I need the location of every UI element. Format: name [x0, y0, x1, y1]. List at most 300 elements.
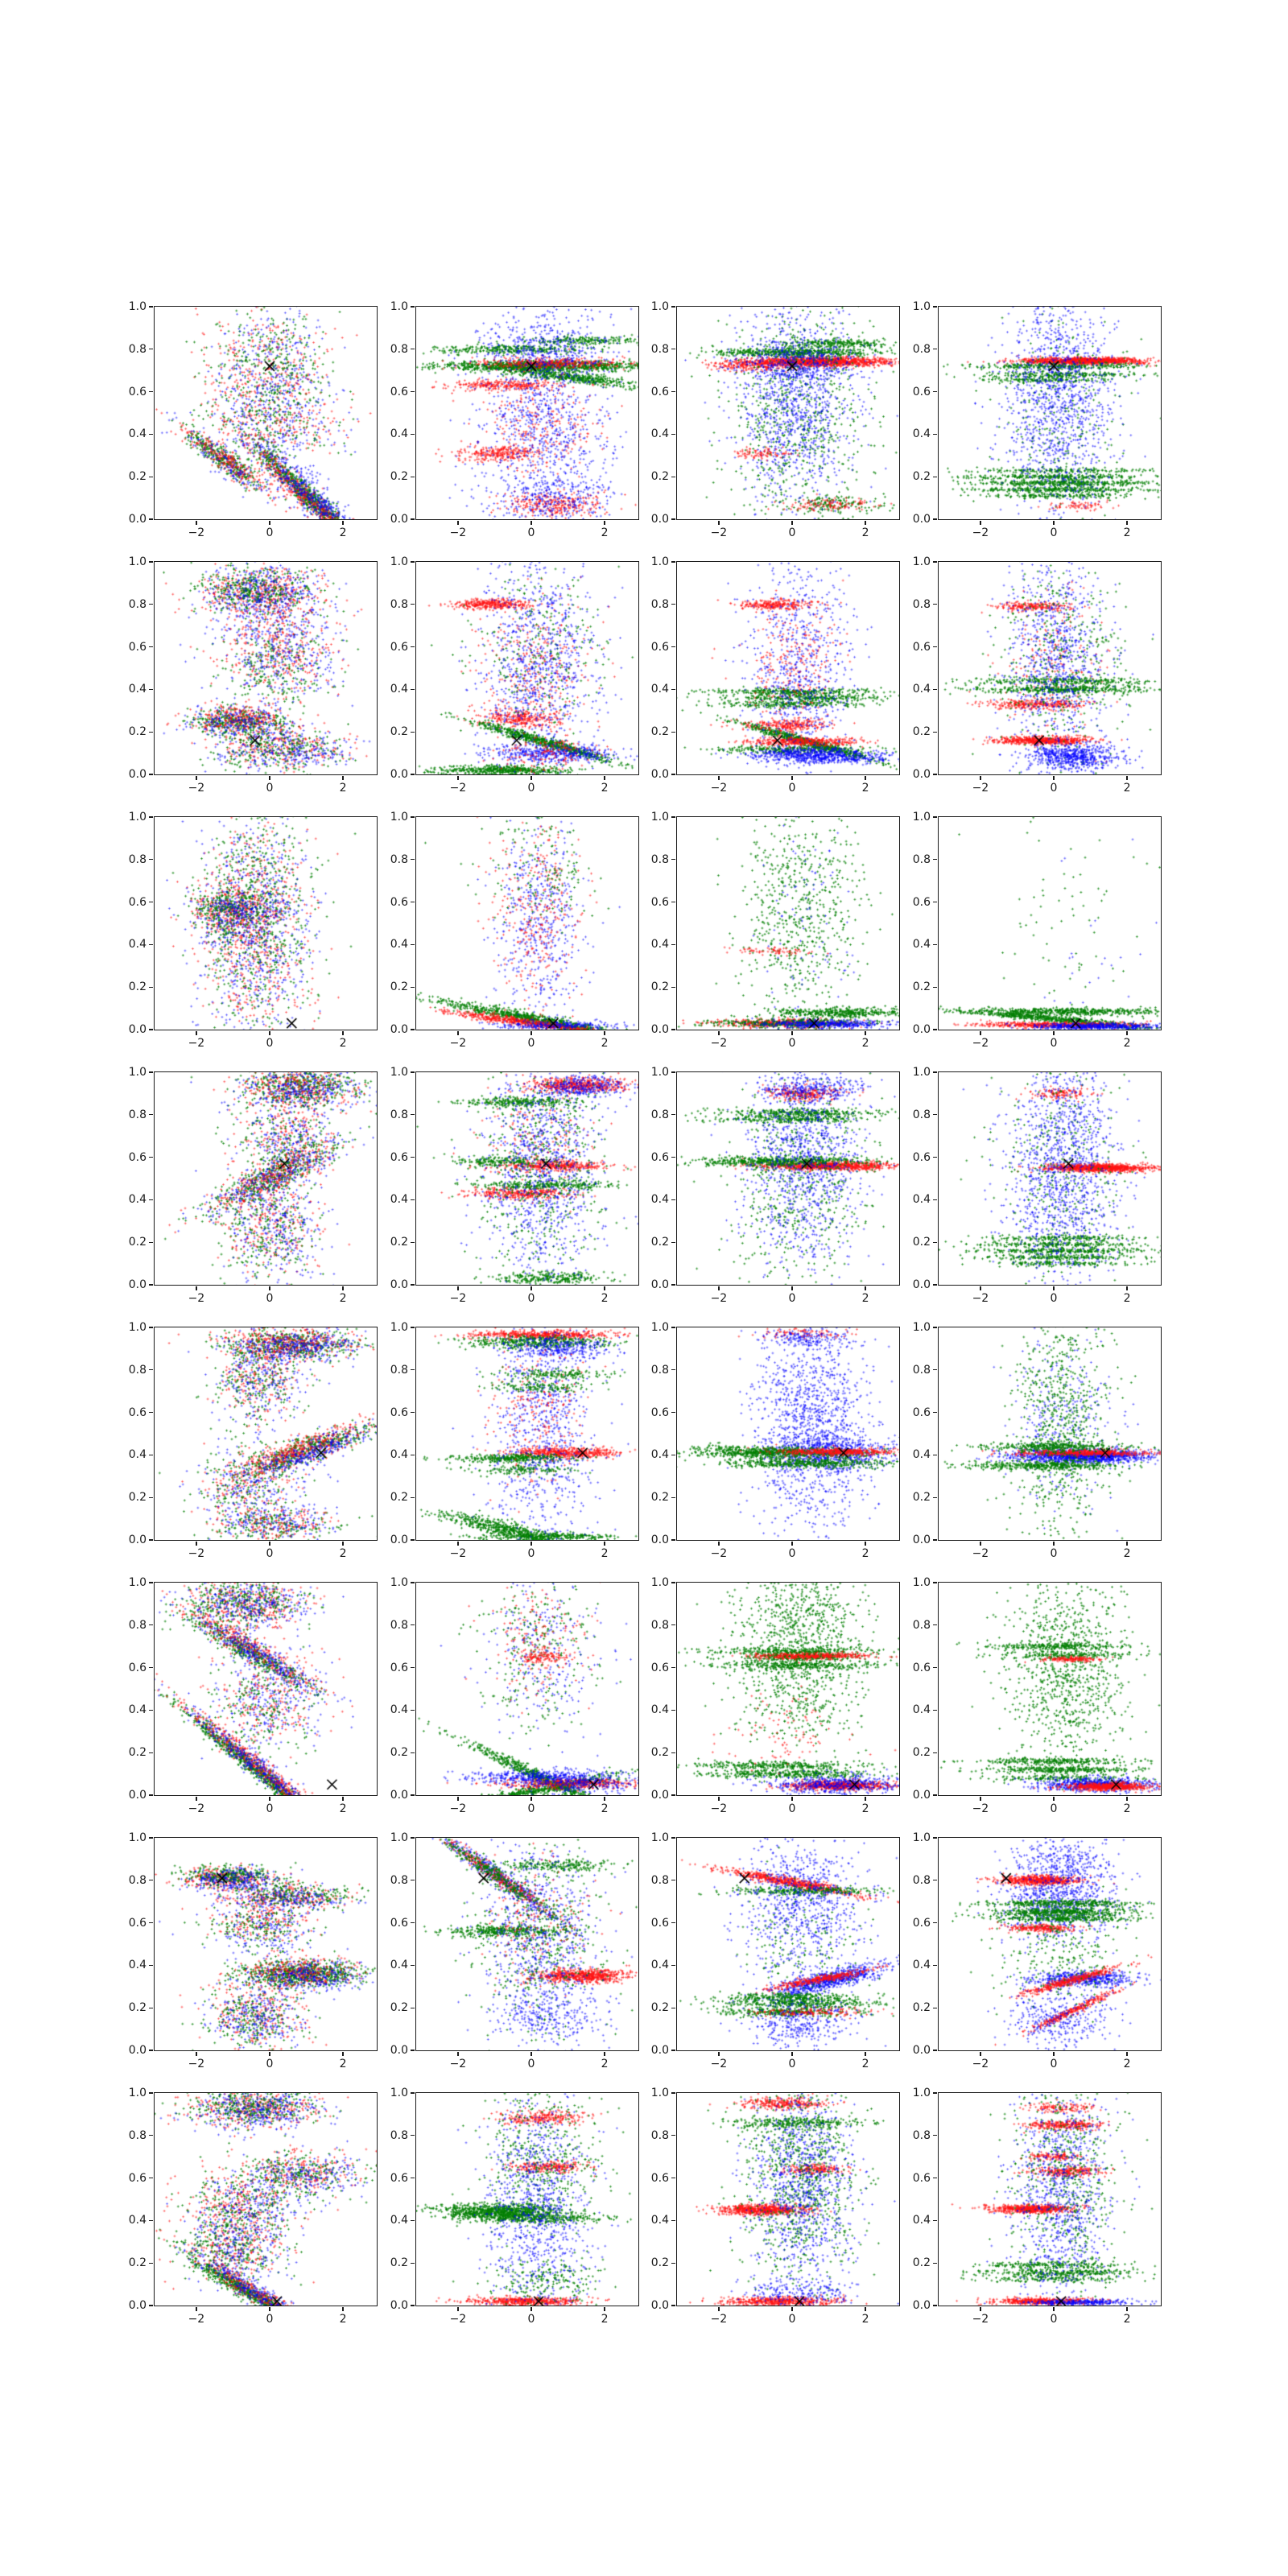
y-tick-label: 0.2 [128, 2001, 147, 2015]
y-tick-label: 0.0 [128, 1789, 147, 1802]
y-tick-label: 1.0 [650, 555, 669, 568]
y-tick-label: 0.0 [650, 2299, 669, 2312]
scatter-canvas [939, 307, 1161, 519]
scatter-canvas [155, 817, 377, 1030]
x-tick-label: 0 [1050, 782, 1058, 795]
y-tick-label: 0.0 [650, 513, 669, 526]
y-tick-mark [149, 1369, 153, 1370]
y-tick-label: 0.2 [912, 470, 931, 484]
x-tick-mark [530, 2052, 531, 2056]
y-tick-label: 0.8 [912, 1363, 931, 1377]
y-tick-label: 0.0 [912, 1534, 931, 1546]
y-tick-mark [411, 2220, 415, 2221]
x-tick-mark [791, 776, 792, 780]
y-tick-mark [671, 1837, 675, 1838]
y-tick-label: 0.6 [650, 2171, 669, 2185]
y-tick-label: 0.4 [650, 2214, 669, 2227]
y-tick-label: 0.6 [128, 1150, 147, 1164]
subplot-r4c4 [912, 1066, 1162, 1305]
y-tick-mark [411, 1199, 415, 1200]
x-tick-label: 0 [266, 1547, 274, 1560]
subplot-r6c2 [390, 1576, 639, 1815]
x-tick-mark [269, 2052, 270, 2056]
y-tick-mark [933, 1794, 937, 1795]
x-tick-label: −2 [710, 2313, 728, 2326]
y-tick-label: 0.4 [128, 1959, 147, 1972]
x-tick-label: 0 [527, 2313, 535, 2326]
subplot-r5c4 [912, 1321, 1162, 1560]
y-tick-label: 0.2 [650, 470, 669, 484]
y-tick-mark [149, 2305, 153, 2306]
subplot-r6c1 [128, 1576, 378, 1815]
y-tick-mark [933, 944, 937, 945]
y-tick-label: 1.0 [650, 1066, 669, 1079]
y-tick-label: 1.0 [650, 300, 669, 313]
y-tick-label: 1.0 [650, 1831, 669, 1844]
x-tick-mark [530, 1542, 531, 1546]
x-tick-mark [604, 776, 605, 780]
x-tick-label: 0 [527, 526, 535, 539]
y-tick-label: 0.4 [650, 1193, 669, 1207]
y-tick-mark [149, 434, 153, 435]
y-tick-mark [933, 1369, 937, 1370]
scatter-canvas [677, 2093, 899, 2306]
y-tick-label: 0.6 [390, 1661, 408, 1674]
y-tick-label: 1.0 [390, 2087, 408, 2099]
x-tick-label: 0 [266, 526, 274, 539]
y-tick-label: 0.2 [912, 725, 931, 739]
x-tick-mark [269, 1031, 270, 1035]
y-tick-label: 0.0 [912, 2299, 931, 2312]
y-tick-mark [671, 689, 675, 690]
y-tick-mark [671, 561, 675, 562]
y-tick-mark [411, 1497, 415, 1498]
y-tick-label: 0.8 [128, 1108, 147, 1121]
y-tick-mark [671, 1284, 675, 1285]
y-tick-label: 0.4 [912, 1703, 931, 1717]
y-tick-mark [149, 1710, 153, 1711]
x-tick-mark [457, 1031, 458, 1035]
x-tick-label: 2 [1123, 2058, 1131, 2070]
y-tick-mark [411, 2305, 415, 2306]
y-tick-label: 0.2 [912, 1491, 931, 1505]
y-tick-label: 1.0 [128, 300, 147, 313]
x-tick-label: 2 [1123, 782, 1131, 795]
x-tick-label: −2 [972, 1037, 989, 1050]
x-tick-label: 2 [339, 782, 347, 795]
y-tick-label: 0.0 [390, 513, 408, 526]
x-tick-mark [530, 776, 531, 780]
y-tick-mark [149, 1497, 153, 1498]
x-tick-mark [604, 1797, 605, 1801]
y-tick-mark [411, 1922, 415, 1923]
x-tick-mark [342, 2307, 343, 2311]
y-tick-mark [671, 2092, 675, 2093]
subplot-r7c1 [128, 1831, 378, 2070]
y-tick-label: 0.6 [650, 640, 669, 654]
y-tick-mark [671, 1922, 675, 1923]
y-tick-label: 0.2 [912, 1236, 931, 1249]
y-tick-mark [149, 1071, 153, 1072]
y-tick-label: 1.0 [128, 1066, 147, 1079]
y-tick-mark [671, 2263, 675, 2264]
subplot-r6c3 [650, 1576, 900, 1815]
y-tick-label: 0.2 [650, 980, 669, 994]
x-tick-label: −2 [449, 1802, 467, 1815]
y-tick-label: 0.4 [128, 2214, 147, 2227]
y-tick-label: 1.0 [912, 1066, 931, 1079]
subplot-r1c3 [650, 300, 900, 539]
y-tick-label: 1.0 [128, 1321, 147, 1334]
x-tick-label: −2 [710, 2058, 728, 2070]
y-tick-label: 0.4 [912, 2214, 931, 2227]
y-tick-label: 0.0 [912, 513, 931, 526]
x-tick-label: 2 [1123, 2313, 1131, 2326]
y-tick-mark [149, 1412, 153, 1413]
y-tick-label: 0.2 [912, 2256, 931, 2270]
y-tick-label: 1.0 [912, 1321, 931, 1334]
y-tick-label: 0.6 [912, 1916, 931, 1930]
y-tick-mark [149, 859, 153, 860]
x-tick-label: 0 [788, 1292, 796, 1305]
y-tick-label: 0.6 [650, 1661, 669, 1674]
y-tick-label: 0.8 [128, 597, 147, 611]
x-tick-mark [791, 1031, 792, 1035]
y-tick-label: 0.0 [390, 1023, 408, 1036]
x-tick-mark [1053, 2052, 1054, 2056]
x-tick-mark [718, 1797, 719, 1801]
subplot-r7c3 [650, 1831, 900, 2070]
x-tick-mark [1126, 1031, 1127, 1035]
y-tick-label: 0.2 [128, 1236, 147, 1249]
x-tick-mark [791, 1542, 792, 1546]
y-tick-label: 0.4 [912, 938, 931, 952]
y-tick-mark [411, 518, 415, 519]
x-tick-label: 2 [861, 2058, 869, 2070]
y-tick-label: 0.0 [390, 768, 408, 781]
y-tick-label: 0.4 [390, 683, 408, 696]
x-tick-label: 0 [266, 1292, 274, 1305]
y-tick-label: 0.6 [128, 1916, 147, 1930]
y-tick-mark [411, 1710, 415, 1711]
y-tick-label: 0.0 [912, 768, 931, 781]
scatter-canvas [677, 307, 899, 519]
y-tick-label: 0.4 [390, 938, 408, 952]
y-tick-label: 0.0 [128, 2299, 147, 2312]
x-tick-label: −2 [188, 782, 205, 795]
x-tick-label: −2 [710, 1547, 728, 1560]
y-tick-mark [411, 434, 415, 435]
y-tick-mark [671, 2305, 675, 2306]
y-tick-label: 0.2 [128, 725, 147, 739]
y-tick-label: 0.8 [650, 1873, 669, 1887]
y-tick-label: 0.2 [390, 1491, 408, 1505]
y-tick-label: 1.0 [650, 1576, 669, 1589]
y-tick-mark [671, 306, 675, 307]
x-tick-mark [604, 1031, 605, 1035]
subplot-r7c4 [912, 1831, 1162, 2070]
x-tick-mark [791, 1286, 792, 1290]
subplot-r8c2 [390, 2087, 639, 2326]
y-tick-label: 0.6 [128, 2171, 147, 2185]
x-tick-mark [604, 2307, 605, 2311]
x-tick-label: 0 [527, 1802, 535, 1815]
scatter-canvas [677, 1327, 899, 1540]
y-tick-label: 0.0 [650, 768, 669, 781]
y-tick-mark [411, 859, 415, 860]
y-tick-mark [411, 2135, 415, 2136]
x-tick-label: 2 [601, 2058, 609, 2070]
scatter-canvas [677, 1072, 899, 1285]
x-tick-label: 0 [1050, 2058, 1058, 2070]
x-tick-label: −2 [188, 2058, 205, 2070]
y-tick-label: 0.2 [390, 725, 408, 739]
y-tick-label: 0.2 [390, 1746, 408, 1760]
y-tick-mark [411, 1582, 415, 1583]
y-tick-mark [671, 1497, 675, 1498]
x-tick-label: 0 [788, 2058, 796, 2070]
y-tick-label: 0.0 [390, 1789, 408, 1802]
y-tick-mark [933, 1199, 937, 1200]
y-tick-mark [149, 2263, 153, 2264]
y-tick-mark [671, 1114, 675, 1115]
y-tick-label: 0.8 [390, 1363, 408, 1377]
y-tick-mark [149, 1837, 153, 1838]
x-tick-mark [530, 1286, 531, 1290]
y-tick-mark [149, 1794, 153, 1795]
y-tick-mark [149, 604, 153, 605]
y-tick-label: 0.4 [650, 1448, 669, 1462]
scatter-canvas [939, 1072, 1161, 1285]
scatter-canvas [939, 2093, 1161, 2306]
y-tick-label: 0.0 [128, 513, 147, 526]
y-tick-label: 1.0 [912, 1831, 931, 1844]
y-tick-mark [149, 1922, 153, 1923]
x-tick-mark [718, 2307, 719, 2311]
x-tick-label: 2 [339, 1547, 347, 1560]
y-tick-mark [411, 561, 415, 562]
x-tick-label: −2 [188, 2313, 205, 2326]
x-tick-label: 2 [1123, 1037, 1131, 1050]
x-tick-label: 2 [339, 526, 347, 539]
subplot-r1c2 [390, 300, 639, 539]
y-tick-mark [933, 1667, 937, 1668]
scatter-canvas [416, 1072, 638, 1285]
x-tick-mark [269, 1286, 270, 1290]
x-tick-mark [1126, 2307, 1127, 2311]
x-tick-label: 2 [601, 1292, 609, 1305]
y-tick-label: 1.0 [390, 811, 408, 824]
y-tick-label: 1.0 [650, 811, 669, 824]
y-tick-label: 0.8 [912, 597, 931, 611]
y-tick-label: 0.0 [128, 768, 147, 781]
y-tick-mark [933, 434, 937, 435]
y-tick-mark [933, 561, 937, 562]
y-tick-label: 1.0 [128, 811, 147, 824]
x-tick-mark [1053, 521, 1054, 525]
x-tick-label: 0 [1050, 1037, 1058, 1050]
y-tick-mark [411, 1284, 415, 1285]
y-tick-mark [671, 987, 675, 988]
y-tick-mark [671, 732, 675, 733]
x-tick-mark [1126, 776, 1127, 780]
y-tick-label: 0.4 [912, 1193, 931, 1207]
y-tick-label: 0.6 [912, 640, 931, 654]
subplot-r1c4 [912, 300, 1162, 539]
y-tick-label: 1.0 [128, 2087, 147, 2099]
y-tick-mark [671, 604, 675, 605]
y-tick-label: 0.8 [912, 1873, 931, 1887]
x-tick-mark [718, 1031, 719, 1035]
y-tick-label: 0.0 [128, 1278, 147, 1291]
x-tick-mark [604, 1542, 605, 1546]
y-tick-label: 0.8 [390, 1108, 408, 1121]
subplot-r5c1 [128, 1321, 378, 1560]
subplot-r2c2 [390, 555, 639, 795]
y-tick-label: 0.6 [128, 640, 147, 654]
y-tick-mark [933, 1922, 937, 1923]
y-tick-label: 0.8 [390, 597, 408, 611]
x-tick-mark [718, 776, 719, 780]
y-tick-mark [933, 2135, 937, 2136]
y-tick-mark [933, 1242, 937, 1243]
y-tick-label: 0.0 [650, 2044, 669, 2057]
y-tick-mark [411, 1794, 415, 1795]
y-tick-mark [411, 1242, 415, 1243]
y-tick-mark [671, 2135, 675, 2136]
x-tick-label: 0 [527, 1037, 535, 1050]
subplot-r5c3 [650, 1321, 900, 1560]
x-tick-mark [604, 1286, 605, 1290]
y-tick-mark [671, 1539, 675, 1540]
x-tick-label: −2 [188, 1547, 205, 1560]
y-tick-mark [933, 646, 937, 647]
y-tick-label: 0.4 [390, 2214, 408, 2227]
y-tick-label: 0.0 [650, 1789, 669, 1802]
y-tick-label: 0.4 [128, 683, 147, 696]
y-tick-mark [411, 944, 415, 945]
scatter-canvas [416, 1583, 638, 1795]
y-tick-label: 0.8 [390, 342, 408, 356]
y-tick-label: 0.8 [128, 342, 147, 356]
x-tick-label: 0 [266, 1037, 274, 1050]
y-tick-label: 0.8 [912, 852, 931, 866]
y-tick-mark [149, 1284, 153, 1285]
x-tick-label: 0 [527, 782, 535, 795]
y-tick-mark [411, 306, 415, 307]
x-tick-mark [791, 1797, 792, 1801]
subplot-r8c3 [650, 2087, 900, 2326]
x-tick-label: −2 [710, 1037, 728, 1050]
x-tick-label: −2 [188, 526, 205, 539]
y-tick-label: 0.2 [128, 470, 147, 484]
y-tick-mark [411, 1412, 415, 1413]
y-tick-mark [933, 1752, 937, 1753]
subplot-r2c1 [128, 555, 378, 795]
y-tick-label: 0.8 [650, 1108, 669, 1121]
y-tick-label: 0.4 [128, 1703, 147, 1717]
y-tick-label: 0.6 [128, 1661, 147, 1674]
scatter-canvas [416, 562, 638, 774]
y-tick-label: 0.6 [390, 895, 408, 909]
x-tick-label: 0 [788, 2313, 796, 2326]
x-tick-label: 2 [339, 1802, 347, 1815]
y-tick-label: 1.0 [128, 555, 147, 568]
y-tick-mark [149, 2092, 153, 2093]
x-tick-mark [530, 1797, 531, 1801]
x-tick-mark [269, 1797, 270, 1801]
x-tick-label: −2 [449, 1037, 467, 1050]
x-tick-label: −2 [710, 1802, 728, 1815]
y-tick-mark [933, 1114, 937, 1115]
x-tick-label: −2 [972, 2058, 989, 2070]
y-tick-label: 0.2 [390, 470, 408, 484]
y-tick-label: 0.2 [650, 725, 669, 739]
y-tick-label: 0.6 [390, 640, 408, 654]
y-tick-label: 0.4 [650, 683, 669, 696]
y-tick-label: 0.4 [390, 427, 408, 441]
y-tick-mark [671, 944, 675, 945]
x-tick-mark [604, 521, 605, 525]
y-tick-mark [149, 944, 153, 945]
x-tick-label: 2 [1123, 526, 1131, 539]
y-tick-mark [149, 518, 153, 519]
y-tick-label: 0.0 [650, 1534, 669, 1546]
y-tick-mark [149, 1752, 153, 1753]
x-tick-mark [269, 776, 270, 780]
y-tick-label: 1.0 [912, 2087, 931, 2099]
y-tick-label: 0.4 [390, 1703, 408, 1717]
y-tick-mark [149, 816, 153, 817]
scatter-canvas [939, 1838, 1161, 2050]
subplot-r8c4 [912, 2087, 1162, 2326]
x-tick-label: 2 [1123, 1802, 1131, 1815]
x-tick-label: 2 [861, 1802, 869, 1815]
x-tick-label: 2 [861, 1292, 869, 1305]
x-tick-label: 0 [788, 782, 796, 795]
y-tick-mark [933, 987, 937, 988]
y-tick-label: 0.0 [650, 1278, 669, 1291]
y-tick-mark [411, 604, 415, 605]
x-tick-mark [269, 521, 270, 525]
y-tick-label: 1.0 [390, 1576, 408, 1589]
y-tick-mark [411, 646, 415, 647]
y-tick-label: 0.2 [650, 2256, 669, 2270]
y-tick-mark [933, 2263, 937, 2264]
y-tick-label: 0.6 [912, 1661, 931, 1674]
x-tick-label: 2 [339, 2313, 347, 2326]
subplot-r3c1 [128, 811, 378, 1050]
y-tick-label: 1.0 [650, 2087, 669, 2099]
y-tick-mark [933, 2092, 937, 2093]
x-tick-label: 0 [788, 1547, 796, 1560]
x-tick-label: 0 [266, 2313, 274, 2326]
x-tick-mark [1053, 776, 1054, 780]
x-tick-label: 2 [861, 782, 869, 795]
y-tick-label: 0.6 [650, 385, 669, 398]
x-tick-mark [457, 2307, 458, 2311]
x-tick-mark [530, 2307, 531, 2311]
x-tick-label: 0 [1050, 1547, 1058, 1560]
y-tick-mark [671, 1199, 675, 1200]
y-tick-mark [671, 1369, 675, 1370]
x-tick-mark [1053, 1542, 1054, 1546]
y-tick-label: 0.8 [128, 2128, 147, 2142]
x-tick-label: 2 [861, 2313, 869, 2326]
x-tick-label: −2 [972, 1802, 989, 1815]
y-tick-mark [149, 1199, 153, 1200]
y-tick-mark [933, 1582, 937, 1583]
